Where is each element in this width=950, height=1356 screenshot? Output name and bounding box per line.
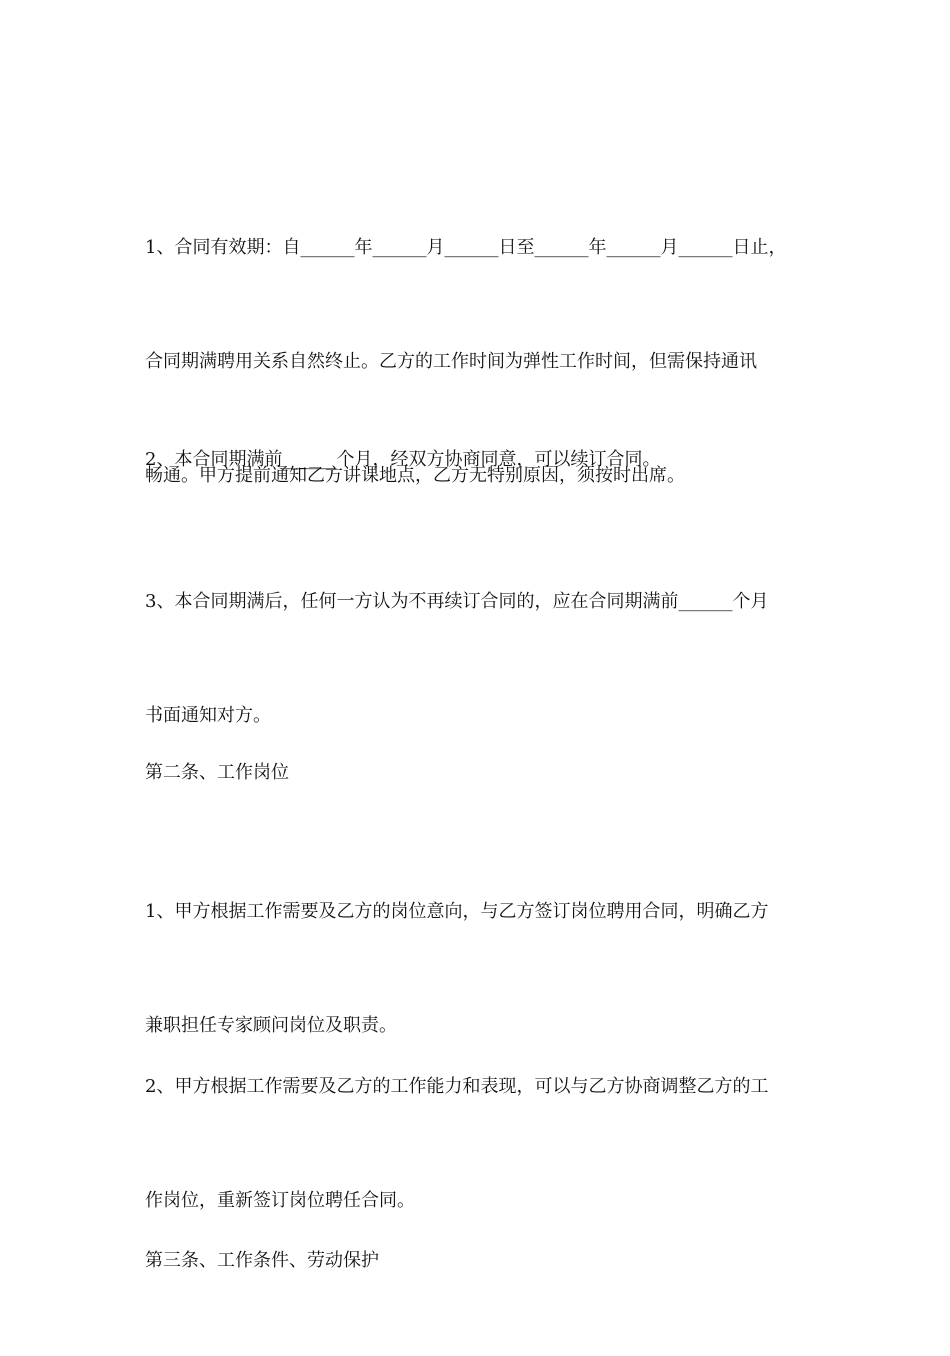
heading-text: 第三条、工作条件、劳动保护	[145, 1250, 379, 1271]
text-line: 1、甲方根据工作需要及乙方的岗位意向，与乙方签订岗位聘用合同，明确乙方	[145, 901, 769, 922]
text-line: 合同期满聘用关系自然终止。乙方的工作时间为弹性工作时间，但需保持通讯	[145, 351, 757, 372]
text-line: 畅通。甲方提前通知乙方讲课地点，乙方无特别原因，须按时出席。	[145, 465, 685, 486]
text-line: 书面通知对方。	[145, 705, 271, 726]
text-line: 3、本合同期满后，任何一方认为不再续订合同的，应在合同期满前______个月	[145, 591, 769, 612]
text-line: 1、合同有效期：自______年______月______日至______年______月______日止，	[145, 237, 787, 258]
text-line: 兼职担任专家顾问岗位及职责。	[145, 1015, 397, 1036]
section-heading-work-conditions	[145, 1166, 810, 1356]
text-line: 作岗位，重新签订岗位聘任合同。	[145, 1190, 415, 1211]
text-line: 2、甲方根据工作需要及乙方的工作能力和表现，可以与乙方协商调整乙方的工	[145, 1076, 769, 1097]
heading-text: 第二条、工作岗位	[145, 762, 289, 783]
text-line: 2、本合同期满前______个月，经双方协商同意，可以续订合同。	[145, 449, 661, 470]
